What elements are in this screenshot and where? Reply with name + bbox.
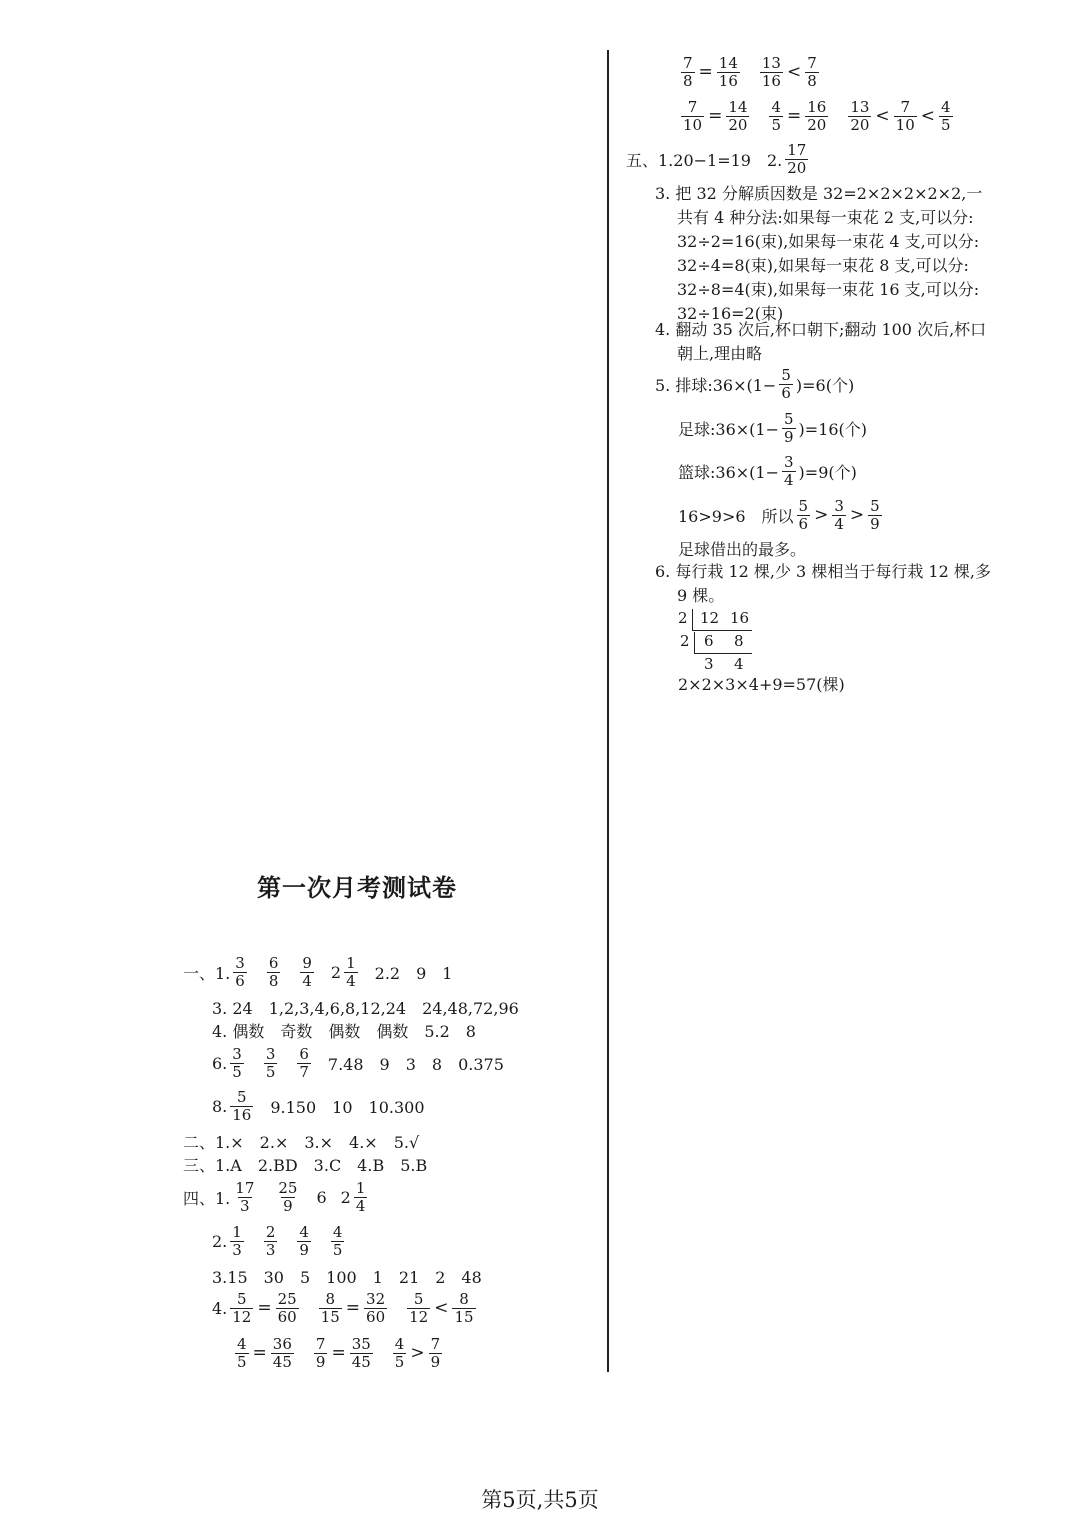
fraction (779, 367, 793, 402)
fraction (230, 1291, 253, 1326)
short-division-d1: 2 (678, 609, 688, 627)
numerator: 1 (346, 953, 356, 972)
numerator: 16 (807, 97, 827, 116)
numerator: 7 (687, 97, 698, 116)
text-segment: 5. 排球:36×(1− (655, 375, 777, 395)
right-row-1 (678, 52, 822, 92)
text-segment: 6. (212, 1053, 228, 1073)
short-division-r3a: 3 (704, 655, 714, 673)
denominator: 8 (807, 71, 817, 90)
comparison-symbol: < (786, 62, 802, 82)
numerator: 7 (900, 97, 910, 116)
section-1-item-8 (212, 1086, 425, 1126)
fraction (681, 55, 695, 90)
section-1-item-4: 4. 偶数 奇数 偶数 偶数 5.2 8 (212, 1022, 476, 1041)
fraction (848, 99, 871, 134)
section-2: 二、1.× 2.× 3.× 4.× 5.√ (183, 1133, 420, 1152)
denominator: 5 (232, 1062, 242, 1081)
denominator: 20 (787, 158, 807, 177)
numerator: 9 (302, 953, 312, 972)
denominator: 9 (430, 1352, 441, 1371)
column-divider (607, 50, 609, 1372)
section-4-item-3: 3.15 30 5 100 1 21 2 48 (212, 1268, 482, 1287)
numerator: 5 (237, 1289, 247, 1308)
text-segment: 四、1. (183, 1188, 231, 1208)
text-segment: )=16(个) (798, 419, 868, 439)
short-division-r2a: 6 (704, 632, 714, 650)
comparison-symbol: = (786, 106, 802, 126)
text-line: 3. 把 32 分解质因数是 32=2×2×2×2×2,一 (655, 184, 983, 203)
text-segment: 4. (212, 1298, 228, 1318)
denominator: 4 (355, 1196, 366, 1215)
denominator: 15 (454, 1307, 474, 1326)
text-segment: 9.150 10 10.300 (270, 1097, 425, 1117)
fraction (230, 1089, 253, 1124)
short-division-r1b: 16 (730, 609, 750, 627)
fraction (939, 99, 953, 134)
text-line: 共有 4 种分法:如果每一束花 2 支,可以分: (677, 208, 974, 227)
numerator: 13 (761, 53, 781, 72)
numerator: 3 (265, 1044, 276, 1063)
denominator: 3 (232, 1240, 242, 1259)
denominator: 8 (268, 971, 279, 990)
fraction (233, 1180, 256, 1215)
numerator: 1 (355, 1178, 366, 1197)
fraction (407, 1291, 430, 1326)
short-division-d2: 2 (680, 632, 690, 650)
denominator: 9 (315, 1352, 326, 1371)
numerator: 1 (232, 1222, 242, 1241)
comparison-symbol: > (814, 505, 829, 525)
fraction (264, 1224, 278, 1259)
fraction (894, 99, 917, 134)
fraction (230, 1046, 244, 1081)
fraction (264, 1046, 278, 1081)
text-line: 32÷2=16(束),如果每一束花 4 支,可以分: (677, 232, 980, 251)
section-4-item-1 (183, 1177, 370, 1217)
numerator: 7 (807, 53, 817, 72)
numerator: 5 (798, 496, 809, 515)
denominator: 16 (761, 71, 781, 90)
denominator: 5 (394, 1352, 405, 1371)
section-3: 三、1.A 2.BD 3.C 4.B 5.B (183, 1156, 428, 1175)
text-line: 朝上,理由略 (677, 344, 763, 363)
denominator: 5 (332, 1240, 343, 1259)
fraction (276, 1180, 299, 1215)
numerator: 5 (781, 365, 791, 384)
fraction (319, 1291, 342, 1326)
section-5-item-6-result: 2×2×3×4+9=57(棵) (678, 675, 845, 694)
denominator: 4 (784, 470, 794, 489)
numerator: 13 (850, 97, 870, 116)
fraction (364, 1291, 387, 1326)
numerator: 4 (299, 1222, 309, 1241)
fraction (350, 1336, 373, 1371)
denominator: 10 (895, 115, 915, 134)
text-segment: 2 (340, 1187, 351, 1207)
division-bar (692, 630, 752, 631)
numerator: 8 (325, 1289, 336, 1308)
denominator: 3 (265, 1240, 276, 1259)
fraction (429, 1336, 443, 1371)
section-5-item-5-volleyball (655, 364, 854, 404)
text-segment: 足球:36×(1− (678, 419, 779, 439)
numerator: 2 (265, 1222, 276, 1241)
fraction (233, 955, 247, 990)
section-5-item-5-basketball (678, 451, 857, 491)
fraction (354, 1180, 368, 1215)
section-5-item-3 (655, 182, 982, 326)
numerator: 32 (366, 1289, 386, 1308)
denominator: 8 (683, 71, 693, 90)
comparison-symbol: < (434, 1298, 449, 1318)
comparison-symbol: > (849, 505, 865, 525)
denominator: 5 (265, 1062, 276, 1081)
denominator: 60 (366, 1307, 386, 1326)
text-segment: 一、1. (183, 963, 231, 983)
fraction (452, 1291, 475, 1326)
denominator: 6 (235, 971, 245, 990)
text-segment: 2 (330, 962, 342, 982)
denominator: 20 (850, 115, 870, 134)
short-division-r1a: 12 (700, 609, 720, 627)
text-segment: 6 (316, 1187, 327, 1207)
comparison-symbol: < (875, 106, 890, 126)
section-5-item-5-conclusion: 足球借出的最多。 (678, 540, 807, 559)
page-footer: 第5页,共5页 (481, 1488, 599, 1512)
denominator: 7 (299, 1062, 309, 1081)
fraction (717, 55, 740, 90)
fraction (297, 1224, 311, 1259)
denominator: 9 (283, 1196, 293, 1215)
denominator: 20 (728, 115, 748, 134)
section-1-item-1 (183, 952, 452, 992)
text-segment: 16>9>6 所以 (678, 506, 794, 526)
text-line: 9 棵。 (677, 586, 725, 605)
numerator: 14 (728, 97, 748, 116)
denominator: 15 (320, 1307, 340, 1326)
fraction (230, 1224, 244, 1259)
numerator: 5 (870, 496, 880, 515)
numerator: 17 (787, 140, 807, 159)
numerator: 4 (332, 1222, 343, 1241)
text-segment: 篮球:36×(1− (678, 462, 779, 482)
numerator: 3 (834, 496, 844, 515)
numerator: 4 (237, 1334, 247, 1353)
denominator: 4 (346, 971, 356, 990)
denominator: 45 (272, 1352, 292, 1371)
right-row-2 (678, 96, 956, 136)
text-line: 32÷16=2(束) (677, 304, 784, 323)
fraction (297, 1046, 311, 1081)
numerator: 3 (232, 1044, 242, 1063)
fraction (267, 955, 281, 990)
numerator: 6 (268, 953, 279, 972)
denominator: 20 (807, 115, 827, 134)
page-title: 第一次月考测试卷 (257, 873, 457, 902)
fraction (300, 955, 314, 990)
numerator: 7 (315, 1334, 326, 1353)
fraction (797, 498, 811, 533)
numerator: 4 (941, 97, 951, 116)
comparison-symbol: = (252, 1343, 267, 1363)
fraction (782, 454, 796, 489)
section-5-item-1 (626, 139, 811, 179)
text-segment: 8. (212, 1096, 228, 1116)
fraction (276, 1291, 299, 1326)
denominator: 9 (870, 514, 880, 533)
numerator: 6 (299, 1044, 309, 1063)
division-bar (692, 609, 693, 631)
denominator: 5 (771, 115, 781, 134)
numerator: 3 (235, 953, 245, 972)
numerator: 4 (394, 1334, 405, 1353)
numerator: 3 (784, 452, 794, 471)
section-5-item-5-compare (678, 495, 885, 535)
numerator: 7 (683, 53, 693, 72)
numerator: 8 (459, 1289, 469, 1308)
fraction (235, 1336, 249, 1371)
text-line: 4. 翻动 35 次后,杯口朝下;翻动 100 次后,杯口 (655, 320, 987, 339)
comparison-symbol: = (698, 62, 713, 82)
section-5-item-6 (655, 560, 991, 608)
numerator: 25 (278, 1178, 298, 1197)
numerator: 4 (771, 97, 781, 116)
comparison-symbol: = (708, 106, 723, 126)
fraction (344, 955, 358, 990)
section-4-item-2 (212, 1221, 347, 1261)
text-line: 32÷4=8(束),如果每一束花 8 支,可以分: (677, 256, 969, 275)
denominator: 10 (683, 115, 703, 134)
comparison-symbol: = (345, 1298, 361, 1318)
denominator: 6 (798, 514, 809, 533)
denominator: 60 (277, 1307, 297, 1326)
denominator: 12 (409, 1307, 429, 1326)
comparison-symbol: < (920, 106, 936, 126)
fraction (868, 498, 882, 533)
section-1-item-6 (212, 1043, 504, 1083)
fraction (782, 411, 796, 446)
fraction (726, 99, 749, 134)
section-4-item-4-row-2 (232, 1333, 445, 1373)
denominator: 12 (232, 1307, 252, 1326)
denominator: 4 (834, 514, 844, 533)
numerator: 17 (235, 1178, 255, 1197)
text-line: 32÷8=4(束),如果每一束花 16 支,可以分: (677, 280, 980, 299)
denominator: 9 (299, 1240, 309, 1259)
division-bar (694, 653, 752, 654)
fraction (681, 99, 704, 134)
section-1-item-3: 3. 24 1,2,3,4,6,8,12,24 24,48,72,96 (212, 999, 519, 1018)
numerator: 14 (718, 53, 738, 72)
numerator: 25 (277, 1289, 297, 1308)
text-segment: )=6(个) (795, 375, 855, 395)
numerator: 7 (430, 1334, 441, 1353)
denominator: 5 (237, 1352, 247, 1371)
denominator: 6 (781, 383, 791, 402)
fraction (271, 1336, 294, 1371)
denominator: 3 (240, 1196, 250, 1215)
text-segment: 2. (212, 1231, 228, 1251)
fraction (393, 1336, 407, 1371)
fraction (785, 142, 808, 177)
fraction (805, 55, 819, 90)
fraction (314, 1336, 328, 1371)
denominator: 16 (718, 71, 738, 90)
numerator: 35 (351, 1334, 371, 1353)
text-line: 6. 每行栽 12 棵,少 3 棵相当于每行栽 12 棵,多 (655, 562, 991, 581)
denominator: 5 (941, 115, 951, 134)
numerator: 36 (272, 1334, 292, 1353)
division-bar (694, 632, 695, 654)
text-segment: 五、1.20−1=19 2. (626, 150, 783, 170)
comparison-symbol: = (331, 1343, 346, 1363)
denominator: 4 (302, 971, 312, 990)
short-division-r3b: 4 (734, 655, 744, 673)
comparison-symbol: = (257, 1298, 272, 1318)
section-5-item-5-football (678, 408, 867, 448)
denominator: 45 (351, 1352, 371, 1371)
fraction (769, 99, 783, 134)
short-division-r2b: 8 (734, 632, 744, 650)
section-4-item-4-row-1 (212, 1288, 479, 1328)
numerator: 5 (784, 409, 794, 428)
fraction (760, 55, 783, 90)
text-segment: )=9(个) (798, 462, 857, 482)
comparison-symbol: > (410, 1343, 425, 1363)
fraction (805, 99, 828, 134)
fraction (832, 498, 846, 533)
text-segment: 7.48 9 3 8 0.375 (327, 1054, 504, 1074)
text-segment: 2.2 9 1 (374, 963, 453, 983)
section-5-item-4 (655, 318, 986, 366)
denominator: 9 (784, 427, 794, 446)
numerator: 5 (413, 1289, 424, 1308)
numerator: 5 (237, 1087, 247, 1106)
fraction (331, 1224, 345, 1259)
denominator: 16 (232, 1105, 252, 1124)
